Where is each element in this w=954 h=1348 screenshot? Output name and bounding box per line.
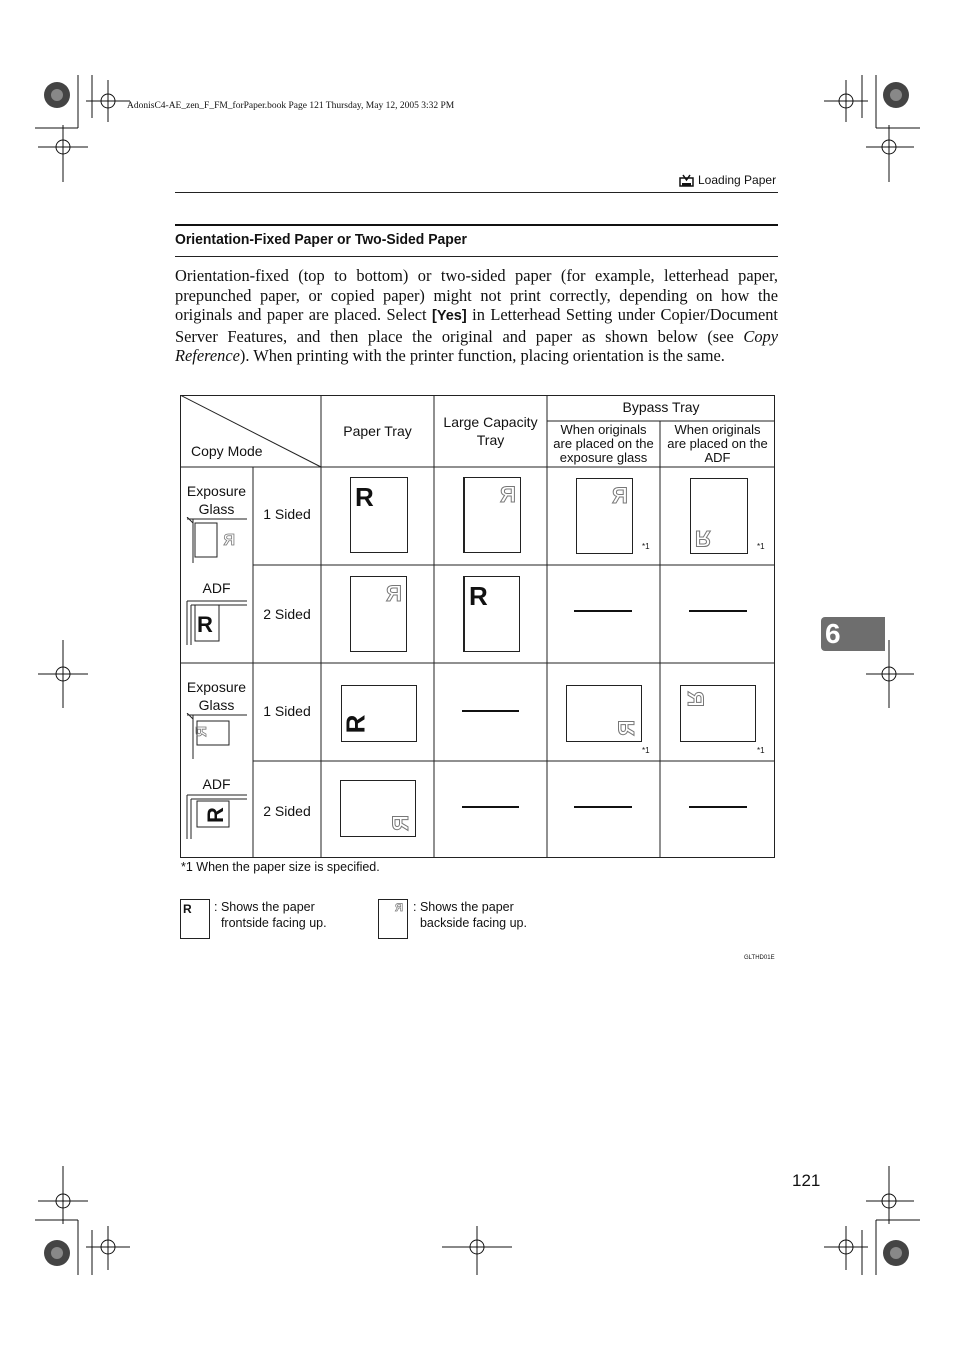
registration-mark-icon — [86, 80, 130, 122]
registration-mark-icon — [866, 1166, 914, 1224]
running-title: Loading Paper — [698, 173, 777, 187]
not-applicable-dash — [574, 610, 632, 612]
paper-front-icon: R — [463, 576, 520, 652]
registration-mark-icon — [38, 125, 88, 182]
page-number: 121 — [792, 1171, 821, 1190]
registration-mark-icon — [442, 1226, 512, 1275]
paper-back-icon: R — [463, 477, 521, 553]
sub-glass-line3: exposure glass — [559, 450, 648, 465]
section-title: Orientation-Fixed Paper or Two-Sided Paper — [175, 231, 467, 248]
two-sided-label: 2 Sided — [263, 606, 311, 622]
footnote-marker: *1 — [642, 542, 650, 551]
adf-original-icon — [185, 599, 249, 647]
cross-reference-link[interactable]: Copy Reference — [175, 326, 778, 365]
header-rule — [175, 192, 778, 193]
not-applicable-dash — [462, 710, 519, 712]
one-sided-label: 1 Sided — [263, 703, 311, 719]
col-lct-line2: Tray — [476, 432, 505, 448]
footnote-marker: *1 — [642, 746, 650, 755]
sub-adf-line3: ADF — [704, 450, 731, 465]
legend-front-text: : Shows the paper frontside facing up. — [214, 900, 327, 930]
footnote-marker: *1 — [757, 542, 765, 551]
exposure-glass-label: Glass — [198, 501, 235, 517]
section-title-underline — [175, 256, 778, 257]
legend-front-icon: R — [180, 899, 210, 939]
paper-back-icon: R — [340, 780, 416, 837]
body-text: ). When printing with the printer function, placing orientation is the same. — [239, 346, 725, 365]
svg-text:R: R — [223, 532, 235, 549]
legend-back-text: : Shows the paper backside facing up. — [413, 900, 527, 930]
col-lct-line1: Large Capacity — [443, 414, 538, 430]
sub-adf-line2: are placed on the — [667, 436, 768, 451]
legend-back-icon: R — [378, 899, 408, 939]
exposure-glass-label: Glass — [198, 697, 235, 713]
svg-text:R: R — [197, 612, 213, 637]
paper-back-icon: R — [576, 478, 633, 554]
registration-mark-icon — [86, 1226, 130, 1270]
chapter-tab: 6 — [821, 617, 885, 651]
registration-mark-icon — [824, 80, 868, 122]
figure-code: GLTHD01E — [744, 955, 775, 961]
registration-mark-icon — [38, 1166, 88, 1224]
table-footnote: *1 When the paper size is specified. — [181, 860, 380, 874]
glass-original-icon — [185, 713, 249, 761]
exposure-glass-label: Exposure — [186, 679, 247, 695]
svg-text:R: R — [203, 807, 228, 823]
paper-front-icon: R — [350, 477, 408, 553]
paper-back-icon: R — [690, 478, 748, 554]
col-bypass-tray: Bypass Tray — [622, 399, 700, 415]
paper-tray-icon — [679, 174, 694, 187]
not-applicable-dash — [689, 610, 747, 612]
col-paper-tray: Paper Tray — [343, 423, 412, 439]
body-text: in Letterhead Setting under Copier/Document Server Features, and then place the original and paper as shown below (see — [175, 305, 778, 346]
svg-text:R: R — [193, 726, 210, 737]
adf-label: ADF — [202, 776, 231, 792]
sub-glass-line1: When originals — [560, 422, 647, 437]
one-sided-label: 1 Sided — [263, 506, 311, 522]
registration-mark-icon — [866, 125, 914, 182]
body-text: Orientation-fixed (top to bottom) or two-sided paper (for example, letterhead paper, prepunched paper, or copied paper) might not print correctly, depending on how the originals and paper are placed. Select — [175, 266, 778, 324]
adf-original-icon — [185, 793, 249, 841]
sub-adf-line1: When originals — [674, 422, 761, 437]
two-sided-label: 2 Sided — [263, 803, 311, 819]
yes-key: [Yes] — [432, 308, 467, 324]
registration-mark-icon — [38, 640, 88, 708]
book-info: AdonisC4-AE_zen_F_FM_forPaper.book Page 121 Thursday, May 12, 2005 3:32 PM — [127, 101, 455, 111]
copy-mode-label: Copy Mode — [191, 443, 263, 459]
registration-mark-icon — [824, 1226, 868, 1270]
paper-back-icon: R — [566, 685, 642, 742]
paper-back-icon: R — [680, 685, 756, 742]
footnote-marker: *1 — [757, 746, 765, 755]
running-header — [679, 173, 776, 187]
exposure-glass-label: Exposure — [186, 483, 247, 499]
glass-original-icon — [185, 517, 249, 565]
orientation-table — [180, 395, 775, 858]
not-applicable-dash — [574, 806, 632, 808]
paper-back-icon: R — [350, 576, 407, 652]
adf-label: ADF — [202, 580, 231, 596]
not-applicable-dash — [462, 806, 519, 808]
not-applicable-dash — [689, 806, 747, 808]
section-rule — [175, 224, 778, 226]
body-paragraph — [175, 266, 778, 366]
sub-glass-line2: are placed on the — [553, 436, 654, 451]
paper-front-icon: R — [341, 685, 417, 742]
